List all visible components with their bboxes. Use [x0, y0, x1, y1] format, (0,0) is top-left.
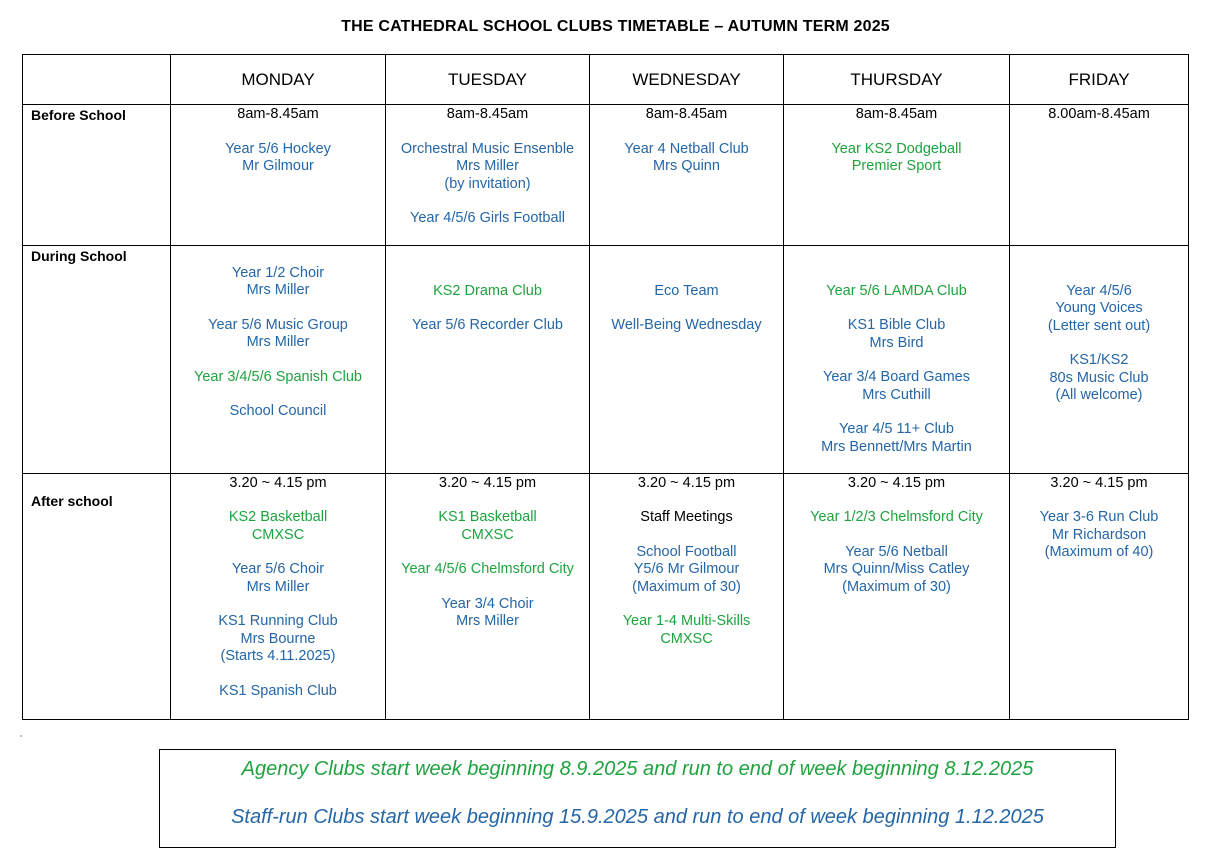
time-slot: 3.20 ~ 4.15 pm: [229, 474, 327, 491]
club-entry: [590, 613, 783, 648]
club-leader: Mrs Quinn: [653, 158, 720, 174]
club-entry: [590, 283, 783, 301]
club-entry: [171, 403, 385, 421]
row-label-text: After school: [31, 492, 113, 509]
club-name: KS1 Running Club: [218, 613, 338, 629]
club-leader: Mrs Miller: [246, 578, 310, 595]
club-entry: [1010, 352, 1188, 405]
time-slot: 8am-8.45am: [645, 106, 728, 122]
club-leader: CMXSC: [251, 526, 305, 543]
day-header-friday: FRIDAY: [1010, 55, 1189, 105]
club-note: (Letter sent out): [1047, 317, 1151, 334]
cell-after-thursday: [784, 473, 1010, 719]
club-leader: Mrs Miller: [246, 334, 310, 350]
club-name-detail: 80s Music Club: [1049, 369, 1149, 386]
agency-clubs-note: Agency Clubs start week beginning 8.9.2025 and run to end of week beginning 8.12.2025: [241, 758, 1034, 780]
time-slot: 8am-8.45am: [237, 106, 319, 122]
row-label-during-school: During School: [23, 245, 171, 473]
club-entry: [590, 544, 783, 597]
club-leader: Mrs Bennett/Mrs Martin: [821, 438, 972, 455]
club-name: Year 5/6 Netball: [845, 543, 948, 560]
club-name: Year 3/4/5/6 Spanish Club: [194, 368, 362, 385]
club-entry: [1010, 509, 1188, 562]
after-school-row: [23, 473, 1189, 719]
time-slot: 3.20 ~ 4.15 pm: [637, 474, 736, 491]
club-name: Year 5/6 LAMDA Club: [826, 282, 967, 299]
corner-cell: [23, 55, 171, 105]
club-leader: Mr Gilmour: [242, 158, 314, 174]
club-entry: [171, 509, 385, 544]
cell-during-monday: [171, 245, 386, 473]
club-leader: Mrs Bourne: [240, 630, 316, 647]
time-slot: 3.20 ~ 4.15 pm: [847, 474, 946, 491]
day-header-tuesday: TUESDAY: [386, 55, 590, 105]
time-slot: 8am-8.45am: [446, 106, 529, 122]
club-leader: Premier Sport: [851, 158, 942, 174]
club-leader: CMXSC: [461, 526, 514, 543]
cell-during-wednesday: [590, 245, 784, 473]
cell-after-friday: [1010, 473, 1189, 719]
club-leader: Mrs Miller: [456, 613, 519, 629]
club-name: KS2 Basketball: [228, 509, 328, 525]
club-name: Year 1/2 Choir: [231, 264, 325, 281]
club-entry: [386, 141, 589, 194]
club-name: Year 1-4 Multi-Skills: [622, 613, 751, 629]
club-name: KS1/KS2: [1069, 352, 1129, 368]
club-name: KS1 Spanish Club: [219, 682, 337, 699]
club-name: Year 5/6 Music Group: [208, 316, 348, 333]
club-name: Year 1/2/3 Chelmsford City: [810, 509, 983, 525]
club-entry: [386, 596, 589, 631]
club-name: School Football: [636, 543, 737, 560]
cell-during-thursday: [784, 245, 1010, 473]
club-name: Year 5/6 Recorder Club: [412, 317, 563, 333]
time-slot: 8am-8.45am: [855, 106, 938, 122]
club-entry: [171, 141, 385, 176]
time-slot: 3.20 ~ 4.15 pm: [438, 474, 537, 491]
footer-notice-box: [159, 749, 1116, 848]
club-entry: [784, 141, 1009, 176]
club-leader: Mrs Quinn/Miss Catley: [823, 561, 970, 577]
club-name: Year 4 Netball Club: [624, 140, 749, 157]
club-entry: [590, 509, 783, 527]
day-header-monday: MONDAY: [171, 55, 386, 105]
club-entry: [171, 613, 385, 666]
club-name: Year 4/5 11+ Club: [839, 421, 954, 437]
cell-before-thursday: [784, 105, 1010, 246]
club-entry: [590, 317, 783, 335]
page-title: THE CATHEDRAL SCHOOL CLUBS TIMETABLE – AUTUMN TERM 2025: [341, 18, 890, 35]
cell-before-friday: [1010, 105, 1189, 246]
club-name: Year 3-6 Run Club: [1039, 509, 1159, 525]
club-leader: Mrs Miller: [246, 282, 310, 298]
cell-during-tuesday: [386, 245, 590, 473]
cell-before-wednesday: [590, 105, 784, 246]
club-name: Well-Being Wednesday: [611, 317, 762, 333]
club-name: Year 5/6 Hockey: [225, 140, 331, 157]
staff-clubs-note: Staff-run Clubs start week beginning 15.9.2025 and run to end of week beginning 1.12.2025: [231, 806, 1044, 828]
club-name: Year 5/6 Choir: [231, 561, 325, 577]
club-note: (All welcome): [1055, 387, 1143, 403]
club-entry: [386, 210, 589, 228]
cell-before-monday: [171, 105, 386, 246]
club-entry: [590, 141, 783, 176]
club-name: Eco Team: [654, 282, 719, 299]
club-entry: [171, 265, 385, 300]
cell-after-monday: [171, 473, 386, 719]
club-name: Year 4/5/6 Chelmsford City: [401, 561, 574, 577]
cell-during-friday: [1010, 245, 1189, 473]
club-name: Staff Meetings: [640, 509, 733, 525]
club-leader: Mr Richardson: [1051, 526, 1147, 543]
club-entry: [1010, 283, 1188, 336]
day-header-wednesday: WEDNESDAY: [590, 55, 784, 105]
club-leader: Mrs Bird: [869, 334, 924, 351]
row-label-after-school: [23, 473, 171, 719]
during-school-row: [23, 245, 1189, 473]
cell-before-tuesday: [386, 105, 590, 246]
day-header-thursday: THURSDAY: [784, 55, 1010, 105]
club-note: (Maximum of 30): [632, 578, 741, 595]
club-note: (Maximum of 30): [842, 578, 951, 595]
stray-mark: [20, 735, 22, 737]
club-entry: [386, 283, 589, 301]
club-entry: [784, 317, 1009, 352]
club-entry: [784, 544, 1009, 597]
club-entry: [784, 421, 1009, 456]
club-entry: [171, 561, 385, 596]
club-entry: [171, 369, 385, 387]
club-entry: [784, 283, 1009, 301]
club-note: (by invitation): [444, 175, 531, 192]
club-entry: [386, 317, 589, 335]
club-entry: [171, 317, 385, 352]
club-name: Year 3/4 Board Games: [823, 369, 970, 385]
club-name: Year 3/4 Choir: [441, 595, 534, 612]
club-leader: Y5/6 Mr Gilmour: [633, 561, 740, 577]
row-label-before-school: Before School: [23, 105, 171, 246]
header-row: [23, 55, 1189, 105]
cell-after-tuesday: [386, 473, 590, 719]
cell-after-wednesday: [590, 473, 784, 719]
time-slot: 8.00am-8.45am: [1048, 106, 1150, 122]
club-name: School Council: [229, 403, 327, 419]
club-entry: [171, 683, 385, 701]
club-name: Year KS2 Dodgeball: [831, 140, 962, 157]
club-name-detail: Young Voices: [1055, 300, 1143, 316]
club-leader: CMXSC: [660, 630, 713, 647]
club-name: KS1 Basketball: [438, 509, 537, 525]
club-note: (Maximum of 40): [1044, 544, 1154, 560]
timetable: [22, 54, 1189, 720]
club-entry: [386, 509, 589, 544]
club-name: KS1 Bible Club: [847, 317, 946, 333]
club-name: Year 4/5/6: [1066, 282, 1132, 299]
club-entry: [386, 561, 589, 579]
club-name: Year 4/5/6 Girls Football: [409, 210, 566, 226]
club-name: KS2 Drama Club: [433, 282, 542, 299]
club-entry: [784, 509, 1009, 527]
club-name: Orchestral Music Ensenble: [400, 140, 575, 157]
club-leader: Mrs Cuthill: [862, 386, 931, 403]
club-leader: Mrs Miller: [456, 158, 519, 174]
club-entry: [784, 369, 1009, 404]
time-slot: 3.20 ~ 4.15 pm: [1050, 474, 1148, 491]
before-school-row: [23, 105, 1189, 246]
club-note: (Starts 4.11.2025): [220, 648, 336, 664]
